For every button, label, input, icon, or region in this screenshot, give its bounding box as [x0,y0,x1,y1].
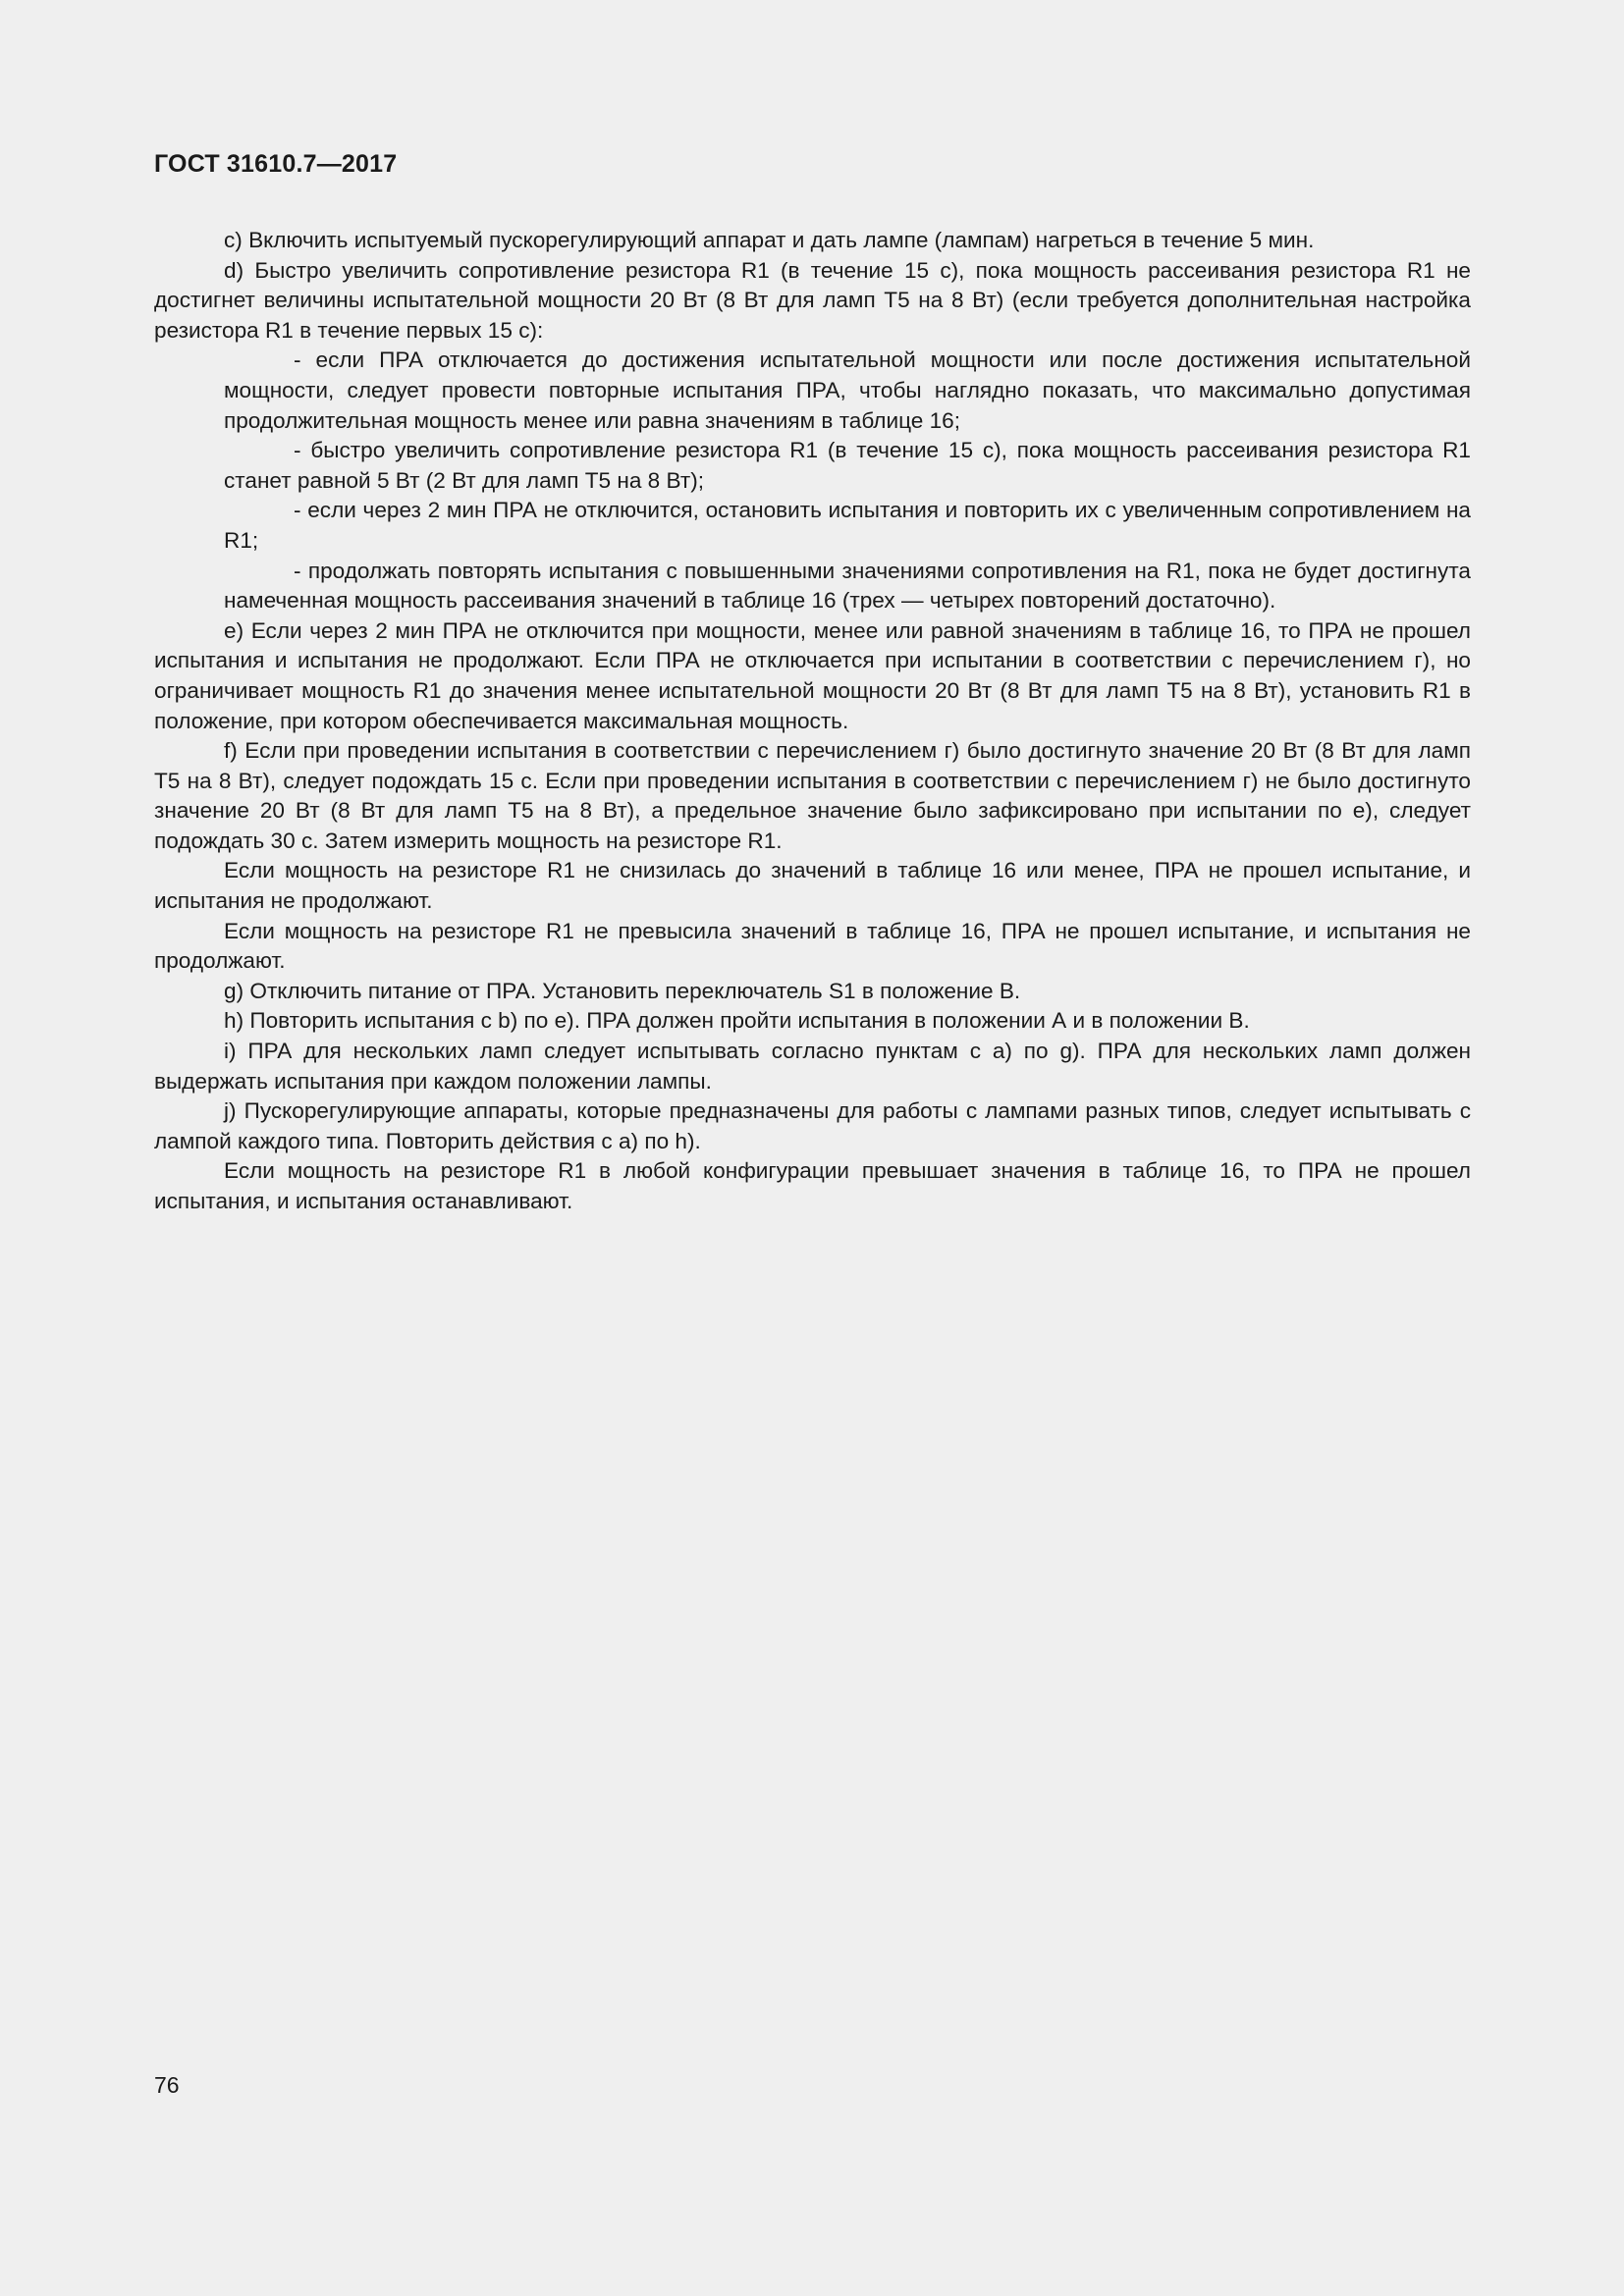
paragraph-h: h) Повторить испытания с b) по е). ПРА должен пройти испытания в положении А и в положении В. [224,1008,1250,1034]
paragraph-final: Если мощность на резисторе R1 в любой конфигурации превышает значения в таблице 16, то ПРА не прошел испытания, и испытания останавливают. [154,1158,1471,1213]
paragraph-f-note-1: Если мощность на резисторе R1 не снизилась до значений в таблице 16 или менее, ПРА не прошел испытание, и испытания не продолжают. [154,858,1471,914]
paragraph-d: d) Быстро увеличить сопротивление резистора R1 (в течение 15 с), пока мощность рассеивания резистора R1 не достигнет величины испытательной мощности 20 Вт (8 Вт для ламп Т5 на 8 Вт) (если требуется дополнительная настройка резистора R1 в течение первых 15 с): [154,257,1471,343]
paragraph-e: e) Если через 2 мин ПРА не отключится при мощности, менее или равной значениям в таблице 16, то ПРА не прошел испытания и испытания не продолжают. Если ПРА не отключается при испытании в соответствии с перечислением г), но ограничивает мощность R1 до значения менее испытательной мощности 20 Вт (8 Вт для ламп Т5 на 8 Вт), установить R1 в положение, при котором обеспечивается максимальная мощность. [154,617,1471,733]
list-item-d4: - продолжать повторять испытания с повышенными значениями сопротивления на R1, пока не будет достигнута намеченная мощность рассеивания значений в таблице 16 (трех — четырех повторений достаточно). [224,558,1471,614]
body-text [154,226,1471,1217]
list-item-d2: - быстро увеличить сопротивление резистора R1 (в течение 15 с), пока мощность рассеивания резистора R1 станет равной 5 Вт (2 Вт для ламп Т5 на 8 Вт); [224,438,1471,493]
document-header: ГОСТ 31610.7—2017 [154,150,398,178]
page-number: 76 [154,2072,180,2098]
paragraph-g: g) Отключить питание от ПРА. Установить переключатель S1 в положение В. [224,978,1021,1003]
paragraph-f: f) Если при проведении испытания в соответствии с перечислением г) было достигнуто значение 20 Вт (8 Вт для ламп Т5 на 8 Вт), следует подождать 15 с. Если при проведении испытания в соответствии с перечислением г) не было достигнуто значение 20 Вт (8 Вт для ламп Т5 на 8 Вт), а предельное значение было зафиксировано при испытании по е), следует подождать 30 с. Затем измерить мощность на резисторе R1. [154,738,1471,853]
paragraph-i: i) ПРА для нескольких ламп следует испытывать согласно пунктам с а) по g). ПРА для нескольких ламп должен выдержать испытания при каждом положении лампы. [154,1039,1471,1094]
paragraph-f-note-2: Если мощность на резисторе R1 не превысила значений в таблице 16, ПРА не прошел испытание, и испытания не продолжают. [154,918,1471,974]
list-item-d3: - если через 2 мин ПРА не отключится, остановить испытания и повторить их с увеличенным сопротивлением на R1; [224,498,1471,553]
paragraph-c: c) Включить испытуемый пускорегулирующий аппарат и дать лампе (лампам) нагреться в течение 5 мин. [224,228,1315,252]
list-item-d1: - если ПРА отключается до достижения испытательной мощности или после достижения испытательной мощности, следует провести повторные испытания ПРА, чтобы наглядно показать, что максимально допустимая продолжительная мощность менее или равна значениям в таблице 16; [224,347,1471,433]
paragraph-j: j) Пускорегулирующие аппараты, которые предназначены для работы с лампами разных типов, следует испытывать с лампой каждого типа. Повторить действия с а) по h). [154,1098,1471,1153]
